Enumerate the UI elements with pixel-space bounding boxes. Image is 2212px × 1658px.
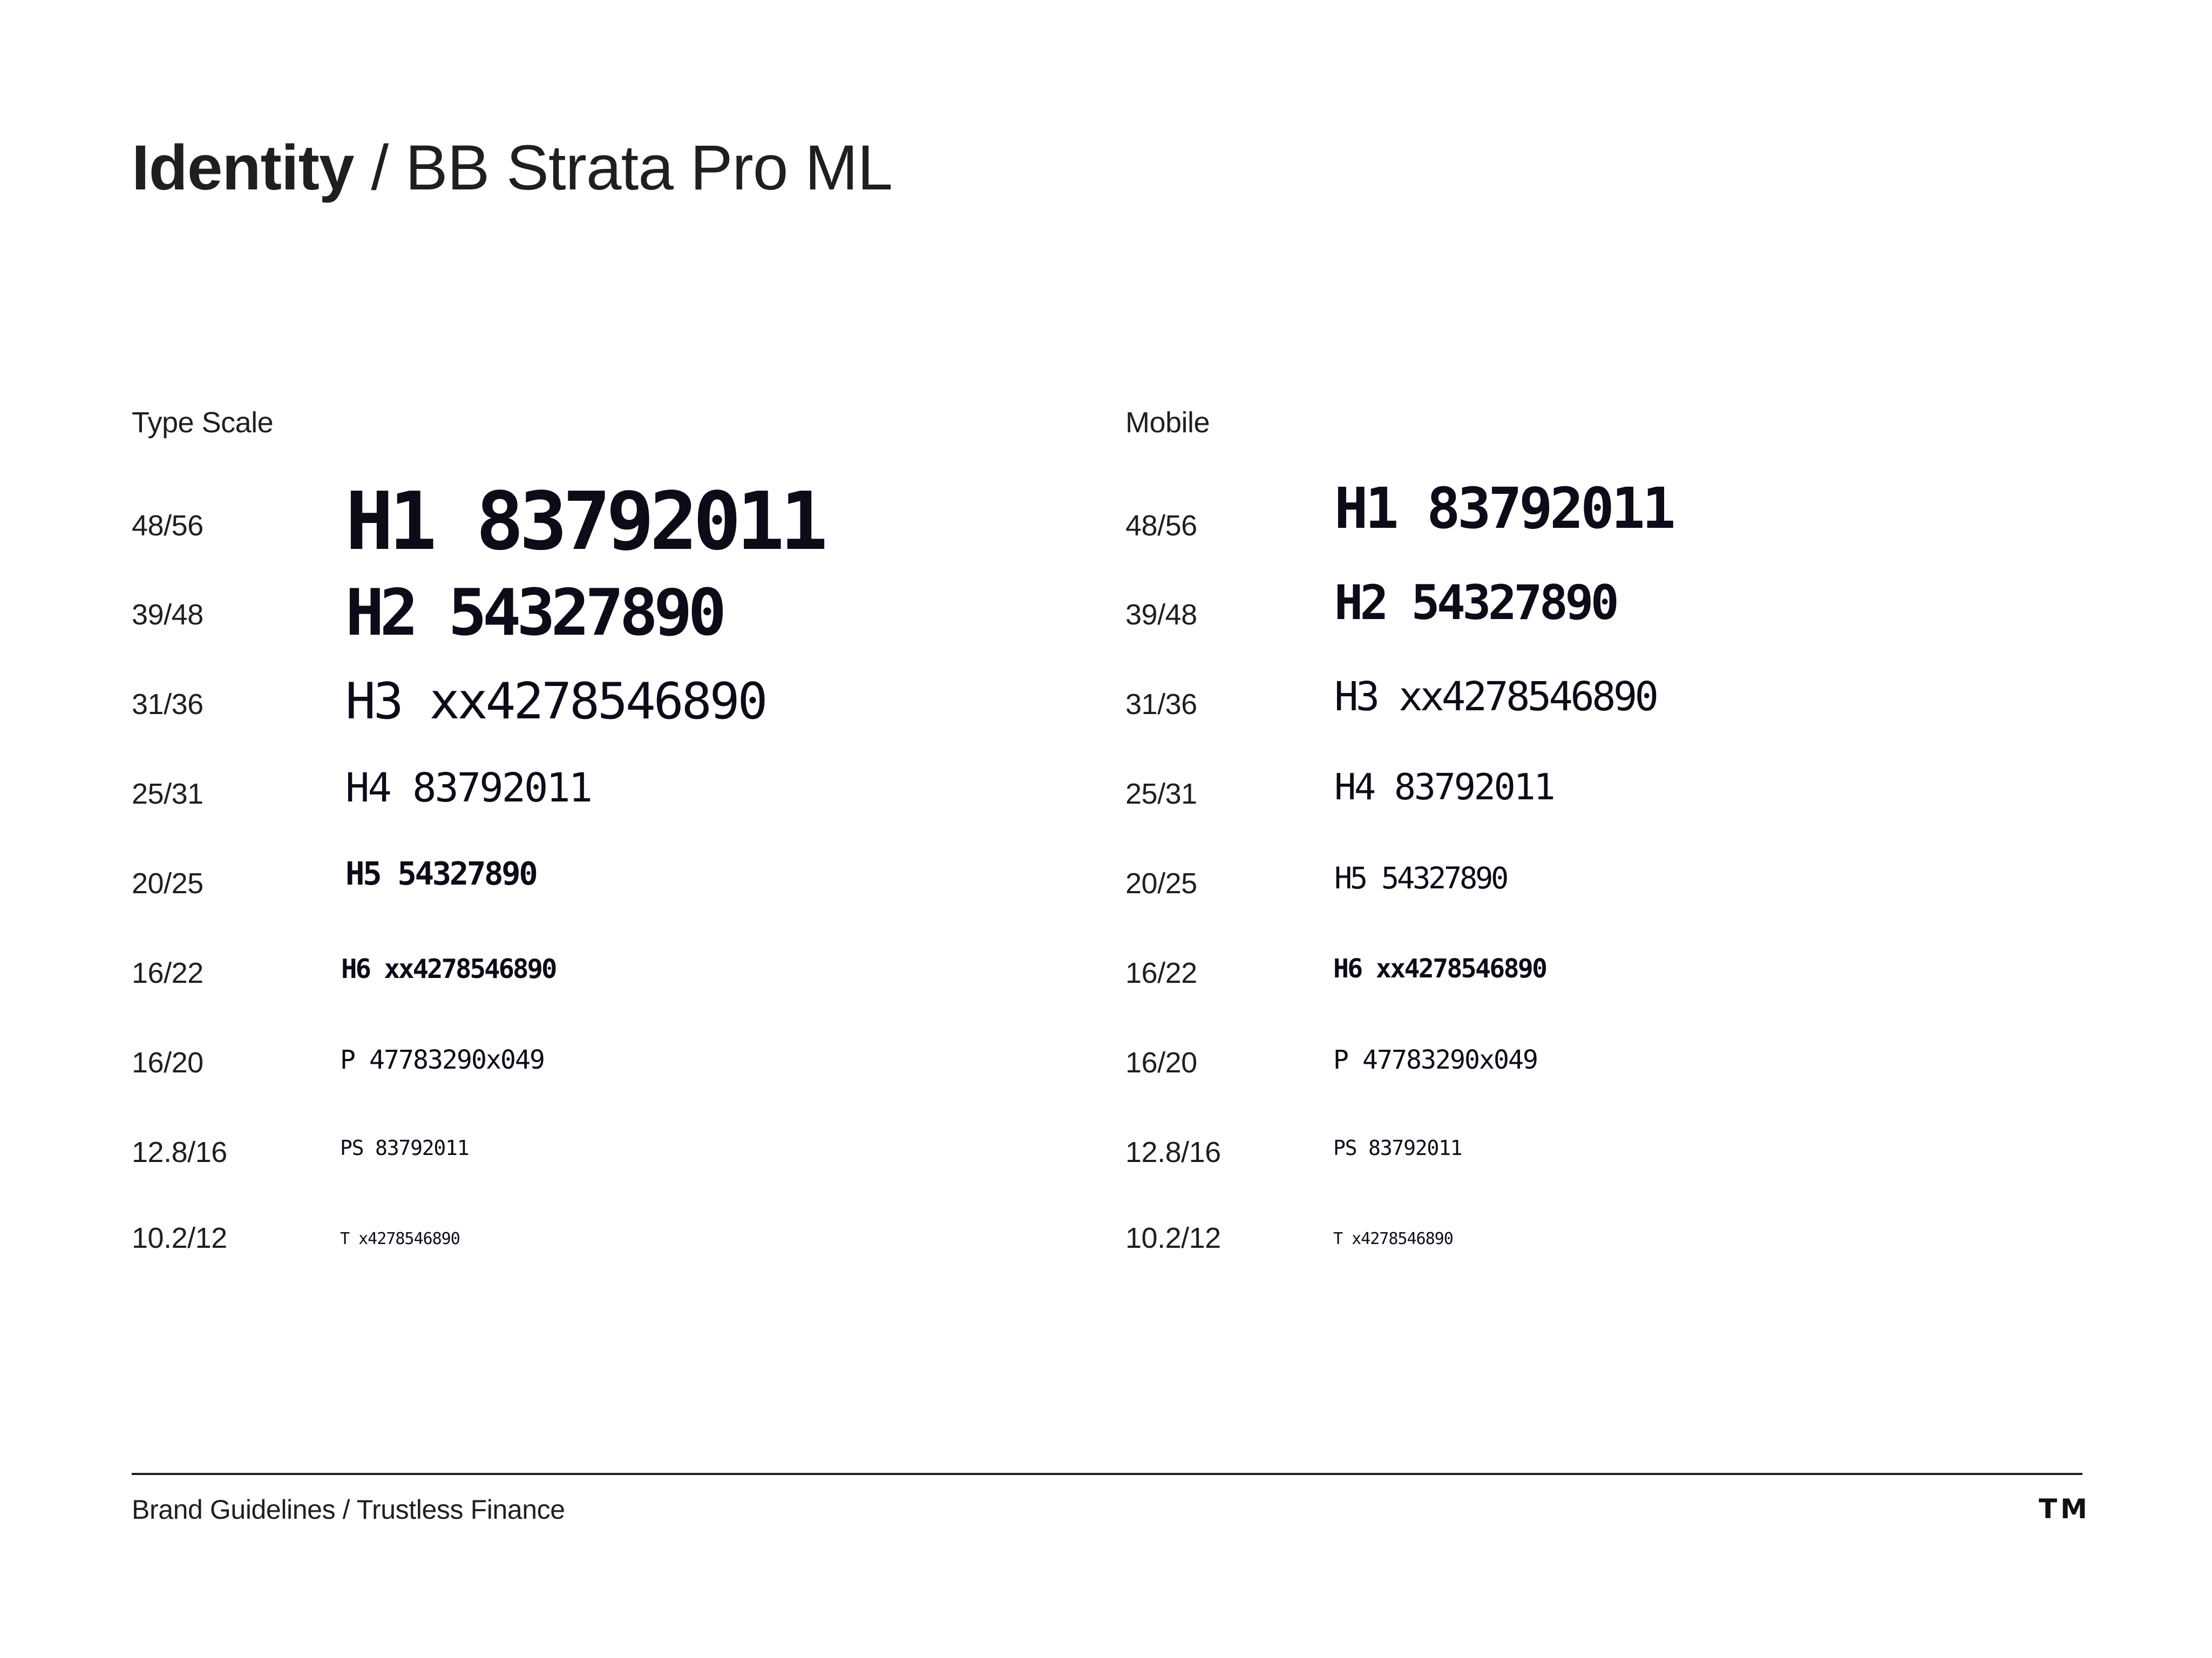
page-title-font-name: / BB Strata Pro ML — [354, 132, 893, 204]
specimen-tiny: T x4278546890 — [340, 1229, 460, 1248]
footer-divider — [132, 1473, 2082, 1475]
specimen-h3: H3 xx4278546890 — [345, 672, 766, 731]
mobile-size-label: 16/22 — [1125, 957, 1197, 990]
mobile-specimen-h2: H2 54327890 — [1334, 574, 1617, 630]
type-scale-heading: Type Scale — [132, 406, 274, 439]
type-scale-size-label: 25/31 — [132, 778, 203, 811]
mobile-specimen-h1: H1 83792011 — [1334, 475, 1673, 542]
specimen-h2: H2 54327890 — [345, 576, 722, 651]
mobile-size-label: 39/48 — [1125, 599, 1197, 631]
mobile-size-label: 25/31 — [1125, 778, 1197, 811]
mobile-size-label: 16/20 — [1125, 1047, 1197, 1079]
mobile-size-label: 10.2/12 — [1125, 1222, 1221, 1255]
specimen-h1: H1 83792011 — [345, 474, 824, 568]
mobile-specimen-h6: H6 xx4278546890 — [1333, 954, 1546, 984]
type-scale-size-label: 12.8/16 — [132, 1136, 227, 1169]
page-title — [132, 132, 893, 204]
specimen-paragraph-small: PS 83792011 — [340, 1136, 469, 1160]
mobile-size-label: 12.8/16 — [1125, 1136, 1221, 1169]
type-scale-size-label: 31/36 — [132, 688, 203, 721]
specimen-h6: H6 xx4278546890 — [341, 953, 556, 984]
mobile-specimen-h3: H3 xx4278546890 — [1334, 674, 1657, 721]
specimen-paragraph: P 47783290x049 — [340, 1045, 544, 1076]
type-scale-size-label: 20/25 — [132, 867, 203, 900]
type-scale-size-label: 16/22 — [132, 957, 203, 990]
mobile-heading: Mobile — [1125, 406, 1210, 439]
specimen-h4: H4 83792011 — [345, 765, 591, 812]
type-scale-size-label: 16/20 — [132, 1047, 203, 1079]
specimen-h5: H5 54327890 — [345, 855, 537, 893]
mobile-specimen-tiny: T x4278546890 — [1333, 1229, 1453, 1248]
type-scale-size-label: 10.2/12 — [132, 1222, 227, 1255]
trademark-logo-icon — [2039, 1493, 2091, 1525]
mobile-size-label: 31/36 — [1125, 688, 1197, 721]
mobile-specimen-h4: H4 83792011 — [1334, 766, 1554, 808]
type-scale-size-label: 39/48 — [132, 599, 203, 631]
trademark-logo-text: TM — [2039, 1493, 2091, 1525]
page-title-section: Identity — [132, 132, 354, 204]
mobile-specimen-paragraph: P 47783290x049 — [1333, 1045, 1537, 1076]
mobile-size-label: 20/25 — [1125, 867, 1197, 900]
type-scale-size-label: 48/56 — [132, 509, 203, 542]
mobile-specimen-h5: H5 54327890 — [1334, 861, 1507, 896]
mobile-size-label: 48/56 — [1125, 509, 1197, 542]
footer-caption: Brand Guidelines / Trustless Finance — [132, 1494, 565, 1525]
mobile-specimen-paragraph-small: PS 83792011 — [1333, 1136, 1462, 1160]
